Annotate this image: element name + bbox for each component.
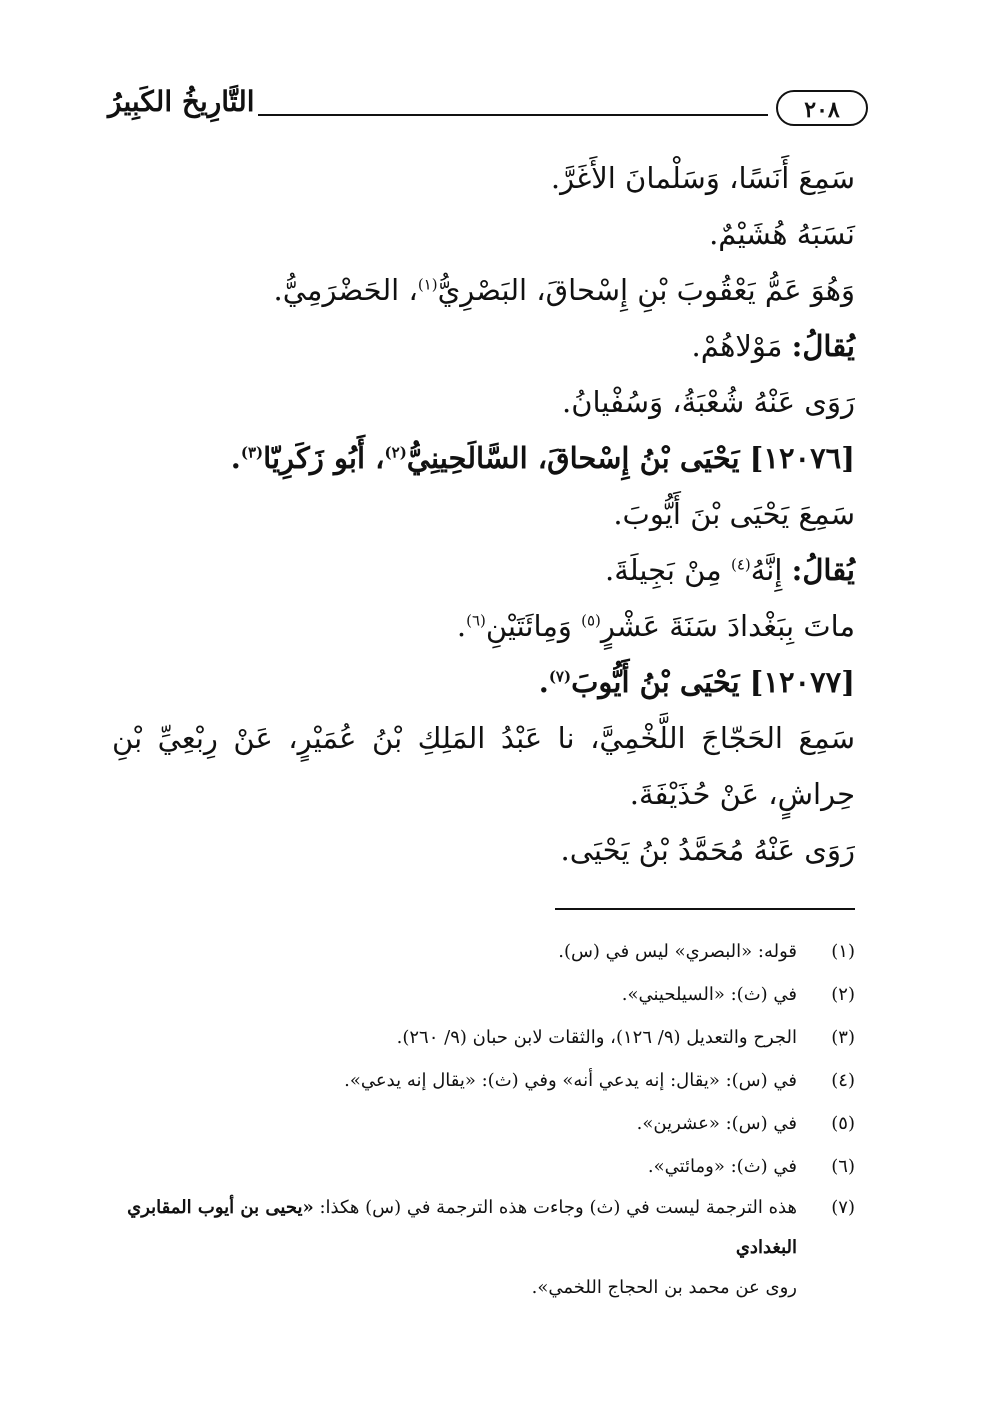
footnote-number: (٥) [831,1113,855,1134]
footnote [112,1188,855,1308]
entry-title: ، أَبُو زَكَرِيّا [263,441,385,475]
line-text: رَوَى عَنْهُ مُحَمَّدُ بْنُ يَحْيَى. [560,833,855,867]
footnote-ref: (٢) [384,443,407,462]
line-text: سَمِعَ الحَجّاجَ اللَّخْمِيَّ، نا عَبْدُ المَلِكِ بْنُ عُمَيْرٍ، عَنْ رِبْعِيِّ بْنِ حِراشٍ، عَنْ حُذَيْفَةَ. [112,721,855,811]
line-text: إِنَّهُ [750,553,792,587]
entry-heading [112,430,855,486]
text-line [112,486,855,542]
footnote [112,1059,855,1102]
keyword: يُقالُ: [791,553,855,587]
entry-title: . [230,441,241,475]
line-text: وَمِائَتَيْنِ [485,609,582,643]
main-text [112,150,855,878]
entry-heading [112,654,855,710]
footnote-ref: (١) [417,275,438,294]
footnote [112,1016,855,1059]
line-text: مَوْلاهُمْ. [691,329,792,363]
footnote-number: (١) [831,941,855,962]
footnote [112,1102,855,1145]
footnote [112,930,855,973]
footnote-number: (٧) [831,1197,855,1218]
line-text: مِنْ بَجِيلَةَ. [604,553,731,587]
footnote-text: في (س): «يقال: إنه يدعي أنه» وفي (ث): «يقال إنه يدعي». [344,1070,797,1091]
footnote-ref: (٤) [730,555,751,574]
entry-title: [١٢٠٧٦] يَحْيَى بْنُ إِسْحاقَ، السَّالَحِينِيُّ [406,441,855,475]
footnote-quote: «يحيى بن أيوب المقابري البغدادي [127,1197,797,1258]
footnote-continuation: روى عن محمد بن الحجاج اللخمي». [531,1277,797,1298]
text-line [112,710,855,822]
line-text: . [456,609,467,643]
running-header [108,84,868,134]
footnote [112,1145,855,1188]
keyword: يُقالُ: [791,329,855,363]
text-line [112,822,855,878]
footnote-number: (٣) [831,1027,855,1048]
footnote-number: (٢) [831,984,855,1005]
text-line [112,542,855,598]
footnote-ref: (٦) [466,611,486,630]
footnote-ref: (٣) [240,443,264,462]
line-text: ، الحَضْرَمِيُّ. [273,273,418,307]
entry-title: [١٢٠٧٧] يَحْيَى بْنُ أَيُّوبَ [571,665,855,699]
line-text: رَوَى عَنْهُ شُعْبَةُ، وَسُفْيانُ. [562,385,855,419]
page-number: ٢٠٨ [776,90,868,126]
footnote-text: هذه الترجمة ليست في (ث) وجاءت هذه الترجمة في (س) هكذا: [313,1197,797,1218]
footnote-text: في (ث): «السيلحيني». [621,984,797,1005]
footnote-number: (٤) [831,1070,855,1091]
header-rule [258,114,768,116]
footnote-number: (٦) [831,1156,855,1177]
book-title: التَّارِيخُ الكَبِيرُ [108,85,255,118]
footnote-text: قوله: «البصري» ليس في (س). [558,941,797,962]
text-line [112,206,855,262]
text-line [112,598,855,654]
text-line [112,150,855,206]
line-text: ماتَ بِبَغْدادَ سَنَةَ عَشْرٍ [600,609,855,643]
text-line [112,374,855,430]
footnote [112,973,855,1016]
line-text: وَهُوَ عَمُّ يَعْقُوبَ بْنِ إِسْحاقَ، البَصْرِيُّ [437,273,855,307]
text-line [112,318,855,374]
footnotes [112,930,855,1308]
line-text: سَمِعَ يَحْيَى بْنَ أَيُّوبَ. [613,497,855,531]
footnote-separator [555,908,855,910]
text-line [112,262,855,318]
line-text: نَسَبَهُ هُشَيْمٌ. [709,217,855,251]
footnote-text: الجرح والتعديل (٩/ ١٢٦)، والثقات لابن حبان (٩/ ٢٦٠). [396,1027,797,1048]
line-text: سَمِعَ أَنَسًا، وَسَلْمانَ الأَغَرَّ. [550,161,855,195]
footnote-text: في (س): «عشرين». [636,1113,797,1134]
footnote-ref: (٧) [548,667,572,686]
entry-title: . [538,665,549,699]
footnote-text: في (ث): «ومائتي». [647,1156,797,1177]
footnote-ref: (٥) [581,611,601,630]
